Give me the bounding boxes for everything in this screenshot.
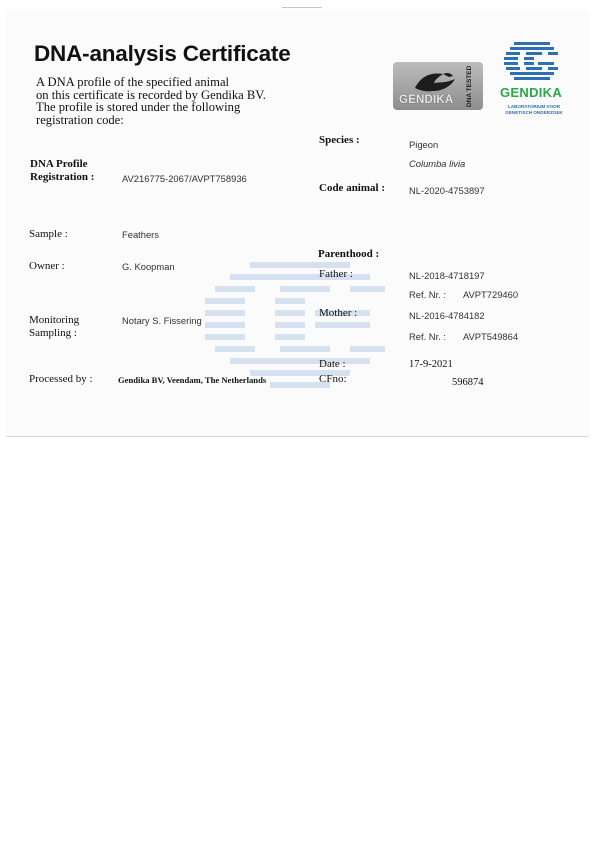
species-value: Pigeon [409, 139, 439, 150]
father-ref-label: Ref. Nr. : [409, 289, 446, 300]
owner-label: Owner : [29, 260, 65, 272]
dna-profile-label [30, 158, 94, 183]
brand-subtitle-line: LABORATORIUM VOOR [507, 104, 561, 109]
date-value: 17-9-2021 [409, 359, 453, 370]
species-latin-value: Columba livia [409, 158, 466, 169]
dna-tested-badge [393, 62, 483, 110]
mother-value: NL-2016-4784182 [409, 310, 485, 321]
dna-profile-value: AV216775-2067/AVPT758936 [122, 173, 247, 184]
code-animal-label: Code animal : [319, 182, 385, 194]
brand-name: GENDIKA [500, 85, 563, 100]
dna-profile-label-line: DNA Profile [30, 158, 88, 170]
monitoring-value: Notary S. Fissering [122, 315, 202, 326]
top-divider [282, 7, 322, 8]
brand-subtitle [502, 104, 566, 115]
processed-label: Processed by : [29, 373, 93, 385]
father-value: NL-2018-4718197 [409, 270, 485, 281]
intro-line: A DNA profile of the specified animal [36, 75, 230, 89]
badge-side-text: DNA TESTED [466, 65, 473, 107]
code-animal-value: NL-2020-4753897 [409, 185, 485, 196]
father-ref-value: AVPT729460 [463, 289, 519, 300]
monitoring-label-line: Monitoring [29, 314, 80, 326]
dna-profile-label-line: Registration : [30, 170, 95, 183]
mother-ref-value: AVPT549864 [463, 331, 519, 342]
cfno-value: 596874 [452, 377, 484, 388]
gendika-logo-icon [500, 40, 564, 84]
processed-value: Gendika BV, Veendam, The Netherlands [118, 375, 267, 385]
sample-value: Feathers [122, 229, 159, 240]
mother-ref-label: Ref. Nr. : [409, 331, 446, 342]
sample-label: Sample : [29, 228, 68, 240]
owner-value: G. Koopman [122, 261, 175, 272]
mother-label: Mother : [319, 307, 358, 319]
intro-line: on this certificate is recorded by Gendika BV. [36, 87, 266, 102]
monitoring-label [29, 314, 79, 339]
cfno-label: CFno: [319, 373, 347, 385]
certificate-title: DNA-analysis Certificate [34, 41, 291, 66]
intro-line: registration code: [36, 112, 124, 127]
monitoring-label-line: Sampling : [29, 326, 77, 339]
badge-brand-text: GENDIKA [399, 94, 454, 106]
intro-text [36, 76, 296, 126]
brand-subtitle-line: GENETISCH ONDERZOEK [505, 109, 563, 115]
parenthood-label: Parenthood : [318, 248, 380, 260]
date-label: Date : [319, 358, 346, 370]
intro-line: The profile is stored under the following [36, 100, 241, 114]
father-label: Father : [319, 268, 353, 280]
species-label: Species : [319, 134, 360, 146]
